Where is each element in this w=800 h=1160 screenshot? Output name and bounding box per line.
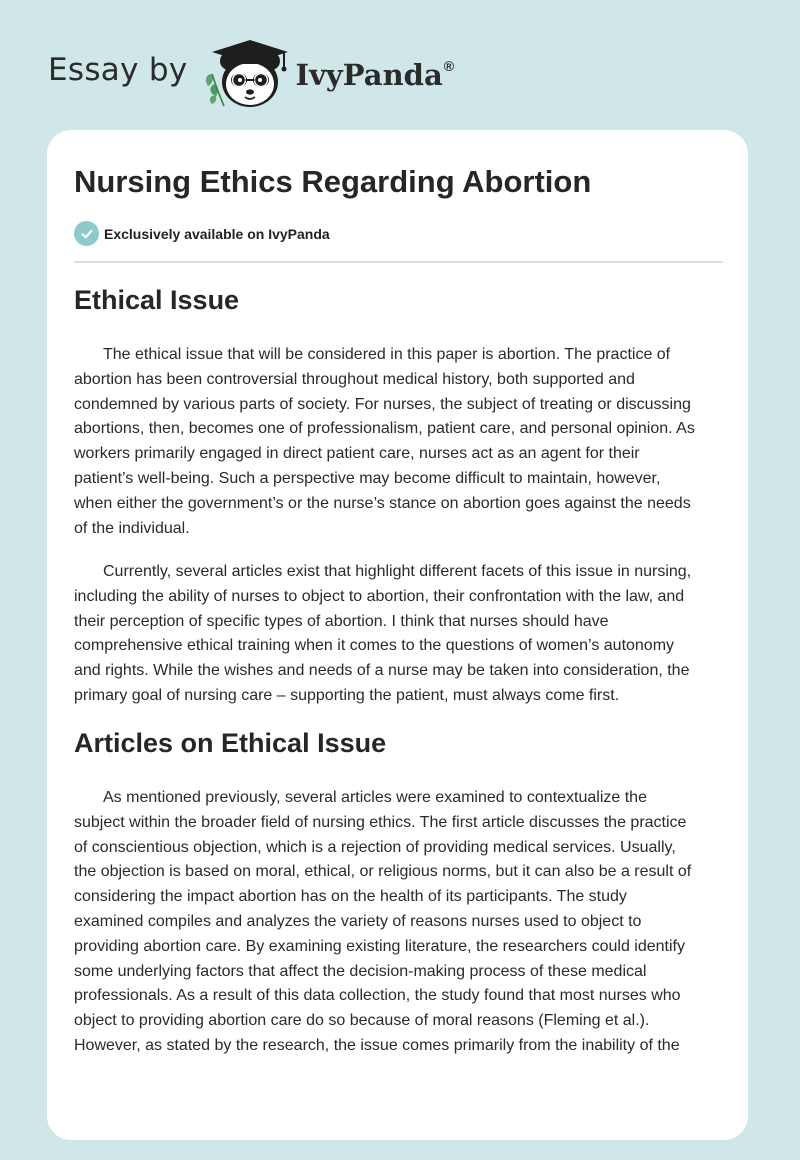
ivypanda-panda-logo-icon [202, 34, 294, 110]
text-line: Currently, several articles exist that highlight different facets of this issue in nursing, [103, 563, 692, 580]
text-line: The ethical issue that will be considered in this paper is abortion. The practice of [103, 346, 671, 363]
site-header [48, 34, 454, 110]
registered-mark: ® [443, 58, 455, 74]
exclusive-badge-label: Exclusively available on IvyPanda [104, 225, 330, 242]
text-line: abortions, then, becomes one of professionalism, patient care, and personal opinion. As [74, 420, 695, 438]
text-line: examined compiles and analyzes the variety of reasons nurses used to object to [74, 912, 642, 930]
check-icon [74, 221, 99, 246]
text-line: As mentioned previously, several articles were examined to contextualize the [103, 789, 647, 806]
text-line: including the ability of nurses to object to abortion, their confrontation with the law, and [74, 587, 685, 605]
brand-name: IvyPanda® [295, 58, 455, 92]
text-line: their perception of specific types of abortion. I think that nurses should have [74, 612, 609, 630]
text-line: professionals. As a result of this data collection, the study found that most nurses who [74, 987, 681, 1005]
essay-title: Nursing Ethics Regarding Abortion [74, 164, 592, 199]
text-line: the objection is based on moral, ethical, or religious norms, but it can also be a result of [74, 863, 692, 881]
text-line: considering the impact abortion has on the health of its participants. The study [74, 888, 627, 906]
text-line: some underlying factors that affect the decision-making process of these medical [74, 962, 647, 980]
text-line: of the individual. [74, 519, 190, 537]
text-line: abortion has been controversial throughout medical history, both supported and [74, 370, 635, 388]
text-line: providing abortion care. By examining existing literature, the researchers could identify [74, 937, 685, 955]
text-line: and rights. While the wishes and needs of a nurse may be taken into consideration, the [74, 662, 690, 680]
paragraph [74, 786, 723, 1059]
text-line: comprehensive ethical training when it comes to the questions of women’s autonomy [74, 637, 675, 655]
essay-card [47, 130, 748, 1140]
text-line: patient’s well-being. Such a perspective may become difficult to maintain, however, [74, 469, 661, 487]
text-line: of conscientious objection, which is a rejection of providing medical services. Usually, [74, 838, 676, 856]
exclusive-badge [74, 221, 330, 246]
section-heading: Ethical Issue [74, 285, 240, 315]
section-heading: Articles on Ethical Issue [74, 728, 387, 758]
title-divider [74, 261, 723, 263]
text-line: when either the government’s or the nurse’s stance on abortion goes against the needs [74, 494, 691, 512]
text-line: However, as stated by the research, the issue comes primarily from the inability of the [74, 1036, 680, 1054]
text-line: primary goal of nursing care – supporting the patient, must always come first. [74, 686, 620, 704]
text-line: condemned by various parts of society. For nurses, the subject of treating or discussing [74, 395, 691, 413]
text-line: workers primarily engaged in direct patient care, nurses act as an agent for their [74, 445, 640, 463]
essay-by-label: Essay by [48, 52, 188, 88]
paragraph [74, 343, 723, 541]
paragraph [74, 560, 723, 709]
text-line: subject within the broader field of nursing ethics. The first article discusses the practice [74, 813, 687, 831]
text-line: object to providing abortion care do so because of moral reasons (Fleming et al.). [74, 1012, 650, 1030]
